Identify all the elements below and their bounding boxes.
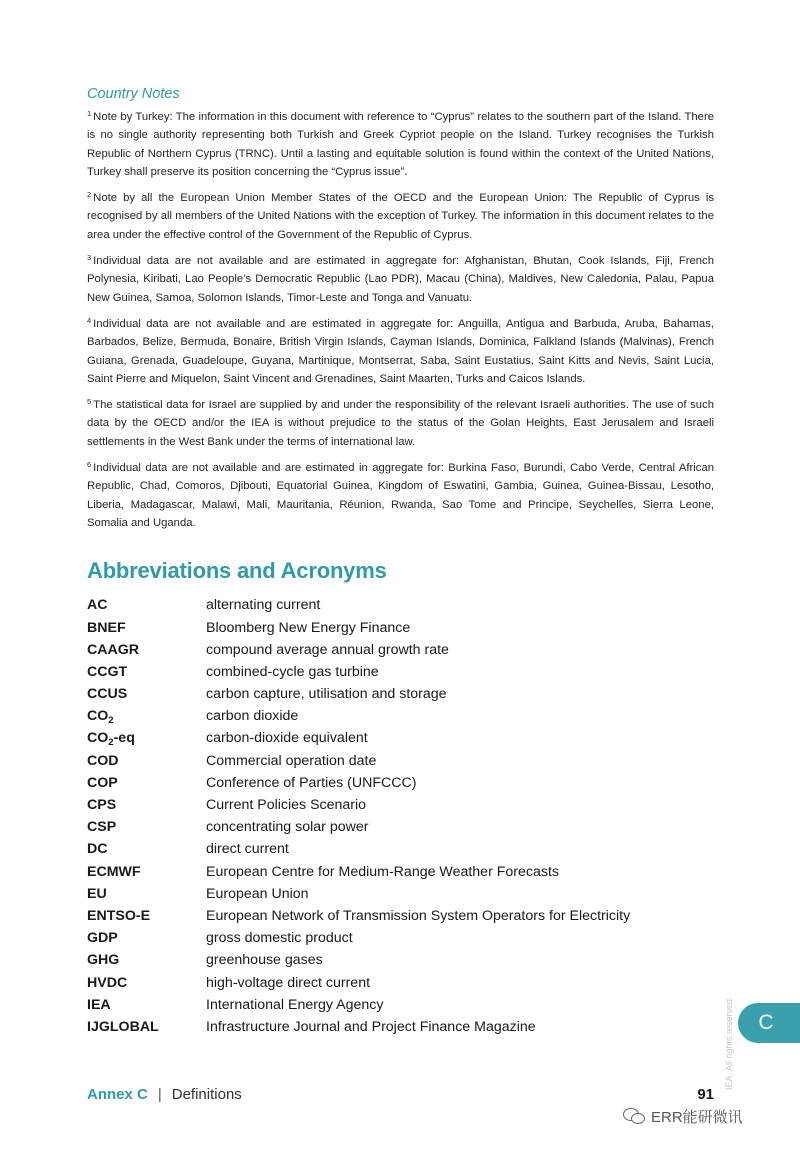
country-note [87, 459, 714, 532]
abbreviation-row [87, 816, 714, 838]
abbreviation-term: ENTSO-E [87, 907, 151, 924]
abbreviation-term: IJGLOBAL [87, 1018, 159, 1035]
abbreviation-definition: European Network of Transmission System Operators for Electricity [206, 907, 631, 924]
watermark [623, 1104, 743, 1128]
abbreviations-list [87, 594, 714, 1038]
note-number: 2 [87, 190, 92, 200]
abbreviation-term: $CO_2-eq$ [87, 730, 135, 749]
abbreviation-row [87, 639, 714, 661]
abbreviation-row [87, 927, 714, 949]
abbreviation-definition: European Union [206, 885, 309, 902]
country-note [87, 396, 714, 451]
note-number: 6 [87, 460, 92, 470]
abbreviation-row [87, 838, 714, 860]
abbreviation-row [87, 727, 714, 749]
abbreviation-row [87, 594, 714, 616]
abbreviation-definition: compound average annual growth rate [206, 641, 449, 658]
footer-annex-label: Annex C [87, 1085, 148, 1103]
wechat-icon [623, 1107, 645, 1125]
abbreviation-term: COP [87, 774, 118, 791]
note-number: 5 [87, 397, 92, 407]
abbreviation-row [87, 794, 714, 816]
note-number: 1 [87, 109, 92, 118]
abbreviation-definition: Infrastructure Journal and Project Finance Magazine [206, 1018, 536, 1035]
abbreviation-term: CSP [87, 819, 117, 836]
abbreviation-row [87, 971, 714, 993]
abbreviation-term: IEA [87, 996, 111, 1013]
country-note [87, 315, 714, 388]
abbreviation-row [87, 705, 714, 727]
abbreviation-term: HVDC [87, 974, 128, 991]
abbreviation-definition: Current Policies Scenario [206, 797, 367, 814]
page-content [87, 86, 714, 1038]
abbreviation-definition: Conference of Parties (UNFCCC) [206, 774, 417, 791]
country-note [87, 252, 714, 307]
abbreviation-term: EU [87, 885, 107, 902]
footer-separator: | [157, 1085, 162, 1103]
abbreviation-row [87, 772, 714, 794]
page-footer [87, 1084, 714, 1104]
abbreviations-heading: Abbreviations and Acronyms [87, 558, 387, 584]
abbreviation-row [87, 750, 714, 772]
abbreviation-row [87, 949, 714, 971]
abbreviation-definition: carbon dioxide [206, 708, 299, 725]
abbreviation-definition: carbon-dioxide equivalent [206, 730, 368, 747]
abbreviation-row [87, 905, 714, 927]
country-notes-title: Country Notes [87, 86, 180, 102]
note-text: The statistical data for Israel are supplied by and under the responsibility of the relevant Israeli authorities. The use of such data by the OECD and/or the IEA is without prejudice to the status of the Golan Heights, East Jerusalem and Israeli settlements in the West Bank under the terms of international law. [87, 399, 714, 448]
note-text: Note by Turkey: The information in this document with reference to “Cyprus” relates to the southern part of the Island. There is no single authority representing both Turkish and Greek Cypriot people on the Island. Turkey recognises the Turkish Republic of Northern Cyprus (TRNC). Until a lasting and equitable solution is found within the context of the United Nations, Turkey shall preserve its position concerning the “Cyprus issue”. [87, 111, 714, 178]
abbreviation-definition: Bloomberg New Energy Finance [206, 619, 411, 636]
abbreviation-definition: carbon capture, utilisation and storage [206, 686, 447, 703]
footer-section-label: Definitions [171, 1085, 242, 1103]
note-text: Note by all the European Union Member States of the OECD and the European Union: The Republic of Cyprus is recognised by all members of the United Nations with the exception of Turkey. The information in this document relates to the area under the effective control of the Government of the Republic of Cyprus. [87, 192, 714, 241]
note-text: Individual data are not available and are estimated in aggregate for: Afghanistan, Bhutan, Cook Islands, Fiji, French Polynesia, Kiribati, Lao People’s Democratic Republic (Lao PDR), Macau (China), Maldives, New Caledonia, Palau, Papua New Guinea, Samoa, Solomon Islands, Timor-Leste and Tonga and Vanuatu. [87, 255, 714, 304]
note-text: Individual data are not available and are estimated in aggregate for: Anguilla, Antigua and Barbuda, Aruba, Bahamas, Barbados, Belize, Bermuda, Bonaire, British Virgin Islands, Cayman Islands, Dominica, Falkland Islands (Malvinas), French Guiana, Grenada, Guadeloupe, Guyana, Martinique, Montserrat, Saba, Saint Eustatius, Saint Kitts and Nevis, Saint Lucia, Saint Pierre and Miquelon, Saint Vincent and Grenadines, Saint Maarten, Turks and Caicos Islands. [87, 317, 714, 385]
abbreviation-term: ECMWF [87, 863, 141, 880]
page-number: 91 [697, 1085, 714, 1103]
abbreviation-definition: high-voltage direct current [206, 974, 371, 991]
abbreviation-row [87, 994, 714, 1016]
abbreviation-row [87, 661, 714, 683]
annex-side-tab [738, 1003, 800, 1043]
abbreviation-definition: concentrating solar power [206, 819, 369, 836]
note-number: 4 [87, 315, 92, 325]
abbreviation-row [87, 683, 714, 705]
watermark-text: ERR能研微讯 [651, 1108, 743, 1126]
abbreviation-term: $CO_2$ [87, 708, 114, 727]
abbreviation-row [87, 1016, 714, 1038]
abbreviation-term: CCUS [87, 686, 128, 703]
abbreviation-term: CPS [87, 797, 117, 814]
abbreviation-definition: gross domestic product [206, 930, 353, 947]
abbreviation-definition: greenhouse gases [206, 952, 323, 969]
abbreviation-term: BNEF [87, 619, 126, 636]
abbreviation-term: AC [87, 597, 108, 614]
annex-tab-letter: C [758, 1011, 774, 1034]
abbreviation-definition: Commercial operation date [206, 752, 377, 769]
rights-notice: IEA. All rights reserved. [724, 996, 734, 1090]
abbreviation-term: CAAGR [87, 641, 140, 658]
abbreviation-row [87, 616, 714, 638]
abbreviation-row [87, 883, 714, 905]
abbreviation-term: CCGT [87, 663, 128, 680]
abbreviation-term: COD [87, 752, 119, 769]
abbreviation-row [87, 860, 714, 882]
country-note [87, 189, 714, 244]
abbreviation-definition: direct current [206, 841, 289, 858]
note-text: Individual data are not available and are estimated in aggregate for: Burkina Faso, Burundi, Cabo Verde, Central African Republic, Chad, Comoros, Djibouti, Equatorial Guinea, Kingdom of Eswatini, Gambia, Guinea, Guinea-Bissau, Lesotho, Liberia, Madagascar, Malawi, Mali, Mauritania, Réunion, Rwanda, Sao Tome and Principe, Seychelles, Sierra Leone, Somalia and Uganda. [87, 462, 714, 529]
abbreviation-term: DC [87, 841, 108, 858]
abbreviation-definition: alternating current [206, 597, 321, 614]
note-number: 3 [87, 253, 92, 263]
abbreviation-term: GDP [87, 930, 118, 947]
country-note [87, 108, 714, 181]
abbreviation-definition: International Energy Agency [206, 996, 384, 1013]
country-notes-list [87, 108, 714, 532]
abbreviation-definition: combined-cycle gas turbine [206, 663, 379, 680]
abbreviation-definition: European Centre for Medium-Range Weather Forecasts [206, 863, 560, 880]
abbreviation-term: GHG [87, 952, 120, 969]
